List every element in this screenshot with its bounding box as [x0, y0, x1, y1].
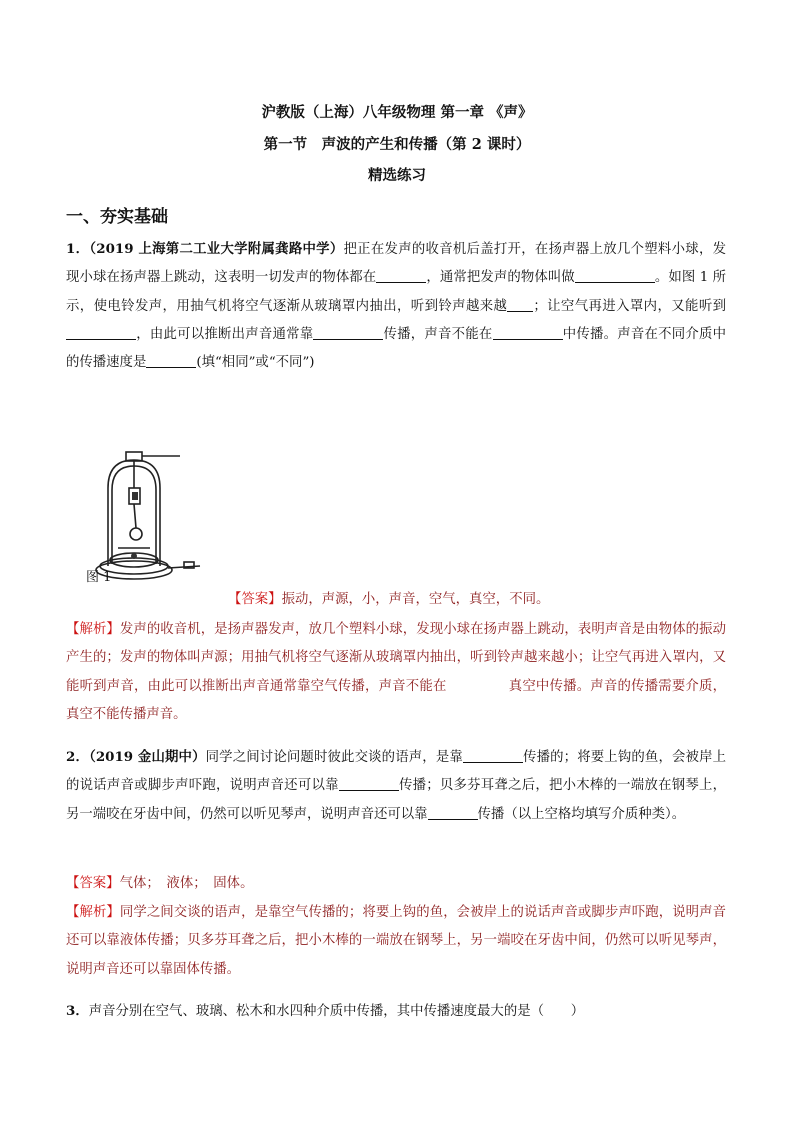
answer-blank[interactable]	[575, 267, 655, 283]
exercise-title: 精选练习	[368, 167, 426, 184]
question-source: （2019 上海第二工业大学附属龚路中学）	[89, 241, 344, 257]
question-number: 1．	[66, 241, 90, 257]
analysis-tag: 【解析】	[66, 905, 120, 920]
answer-text: 气体； 液体； 固体。	[119, 876, 254, 891]
question-number: 3．	[66, 1003, 89, 1019]
analysis-2: 【解析】同学之间交谈的语声，是靠空气传播的；将要上钩的鱼，会被岸上的说话声音或脚步声吓跑，说明声音还可以靠液体传播；贝多芬耳聋之后，把小木棒的一端放在钢琴上，另一端咬在牙齿中间，仍然可以听见琴声，说明声音还可以靠固体传播。	[66, 905, 727, 977]
answer-2	[66, 870, 726, 898]
answer-blank[interactable]	[463, 747, 523, 763]
answer-1	[228, 586, 549, 614]
answer-tag: 【答案】	[228, 592, 282, 607]
answer-blank[interactable]	[313, 324, 383, 340]
answer-blank[interactable]	[428, 804, 478, 820]
question-number: 2．	[66, 749, 90, 765]
answer-blank[interactable]	[493, 324, 563, 340]
answer-tag: 【答案】	[66, 876, 120, 891]
answer-blank[interactable]	[66, 324, 136, 340]
answer-blank[interactable]	[339, 775, 399, 791]
figure-caption: 图 1	[86, 570, 112, 585]
lesson-title: 第一节 声波的产生和传播（第 2 课时）	[263, 136, 531, 153]
analysis-tag: 【解析】	[66, 622, 120, 637]
doc-title: 沪教版（上海）八年级物理 第一章 《声》	[261, 104, 533, 121]
answer-text: 振动，声源，小，声音，空气，真空，不同。	[281, 592, 550, 607]
answer-blank[interactable]	[507, 296, 533, 312]
question-source: （2019 金山期中）	[89, 749, 206, 765]
answer-blank[interactable]	[376, 267, 426, 283]
answer-blank[interactable]	[146, 352, 196, 368]
question-3: 3．声音分别在空气、玻璃、松木和水四种介质中传播，其中传播速度最大的是（ ）	[66, 1003, 585, 1019]
question-2: 2．（2019 金山期中）同学之间讨论问题时彼此交谈的语声，是靠 传播的；将要上钩的鱼，会被岸上的说话声音或脚步声吓跑，说明声音还可以靠 传播；贝多芬耳聋之后，把小木棒的一端放在钢琴上，另一端咬在牙齿中间，仍然可以听见琴声，说明声音还可以靠 传播（以上空格均填写介质种类）。	[66, 749, 727, 822]
question-1: 1．（2019 上海第二工业大学附属龚路中学）把正在发声的收音机后盖打开，在扬声器上放几个塑料小球，发现小球在扬声器上跳动，这表明一切发声的物体都在 ，通常把发声的物体叫做 。如图 1 所示，使电铃发声，用抽气机将空气逐渐从玻璃罩内抽出，听到铃声越来越 ；让空气再进入罩内，又能听到，由此可以推断出声音通常靠 传播，声音不能在 中传播。声音在不同介质中的传播速度是 (填“相同”或“不同”)	[66, 241, 727, 371]
section-heading: 一、夯实基础	[66, 207, 168, 227]
analysis-1: 【解析】发声的收音机，是扬声器发声，放几个塑料小球，发现小球在扬声器上跳动，表明声音是由物体的振动产生的；发声的物体叫声源；用抽气机将空气逐渐从玻璃罩内抽出，听到铃声越来越小；让空气再进入罩内，又能听到声音，由此可以推断出声音通常靠空气传播，声音不能在 真空中传播。声音的传播需要介质，真空不能传播声音。	[66, 622, 727, 722]
